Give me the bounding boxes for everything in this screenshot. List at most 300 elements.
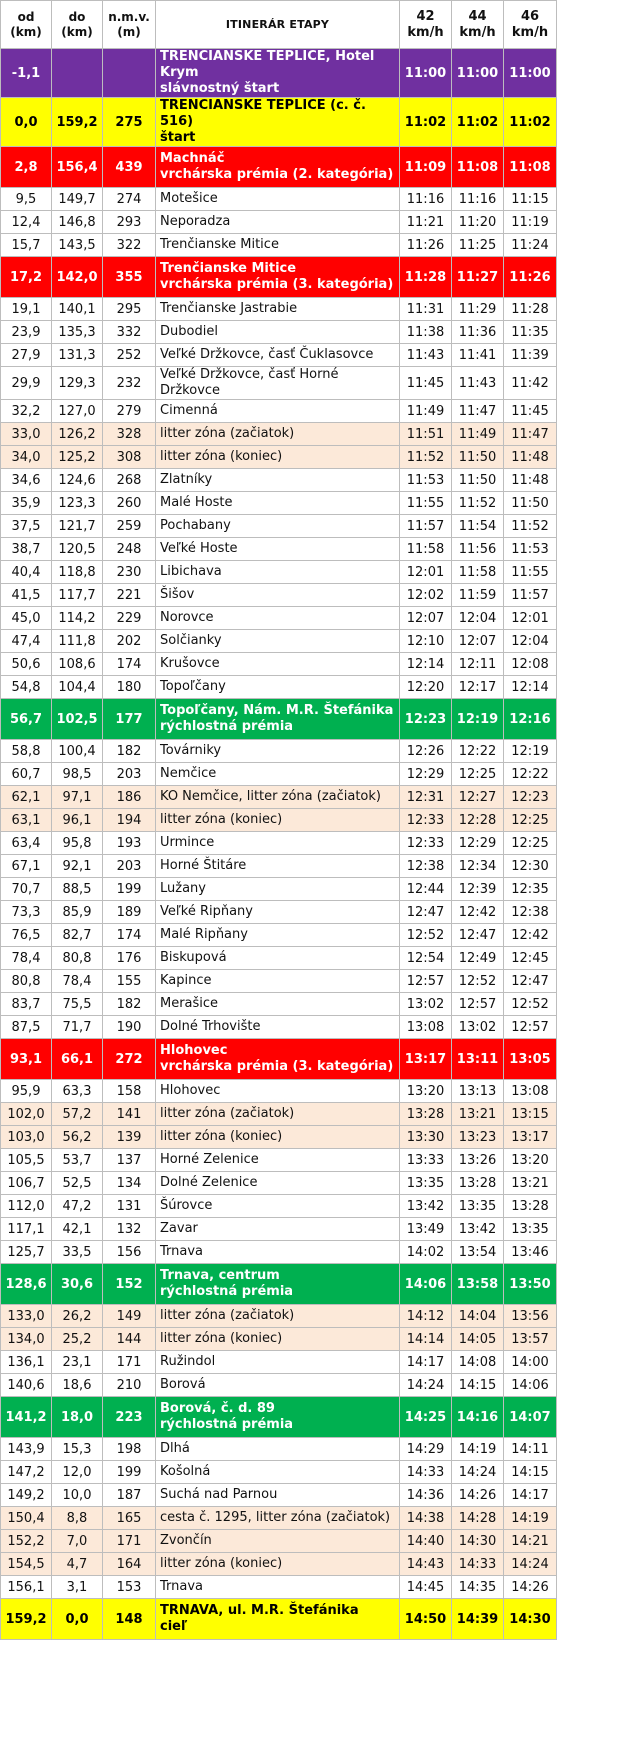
cell-time-46: 12:52: [504, 993, 557, 1016]
cell-time-42: 13:42: [400, 1195, 452, 1218]
cell-od: 9,5: [1, 188, 52, 211]
cell-do: 156,4: [52, 147, 103, 188]
cell-time-44: 12:27: [452, 786, 504, 809]
col-header-od: od (km): [1, 1, 52, 49]
table-row: [1, 367, 557, 400]
cell-time-42: 14:17: [400, 1351, 452, 1374]
table-row: [1, 1039, 557, 1080]
cell-do: 97,1: [52, 786, 103, 809]
cell-time-42: 12:47: [400, 901, 452, 924]
cell-itinerar: [156, 1172, 400, 1195]
cell-nmv: 230: [103, 561, 156, 584]
place-name: TRENČIANSKE TEPLICE, Hotel Krym: [160, 49, 375, 80]
place-name: Biskupová: [160, 950, 227, 965]
cell-od: 76,5: [1, 924, 52, 947]
cell-time-42: 13:20: [400, 1080, 452, 1103]
cell-do: 100,4: [52, 740, 103, 763]
cell-do: 92,1: [52, 855, 103, 878]
cell-itinerar: [156, 211, 400, 234]
cell-nmv: 186: [103, 786, 156, 809]
place-name: Dolné Trhovište: [160, 1019, 261, 1034]
cell-nmv: 232: [103, 367, 156, 400]
cell-nmv: 202: [103, 630, 156, 653]
cell-do: 57,2: [52, 1103, 103, 1126]
cell-time-42: 14:36: [400, 1484, 452, 1507]
table-row: [1, 786, 557, 809]
cell-time-44: 14:30: [452, 1530, 504, 1553]
cell-time-44: 11:20: [452, 211, 504, 234]
place-name: Továrniky: [160, 743, 222, 758]
table-row: [1, 763, 557, 786]
cell-itinerar: [156, 561, 400, 584]
cell-time-42: 11:53: [400, 469, 452, 492]
cell-time-42: 11:21: [400, 211, 452, 234]
place-name: Kapince: [160, 973, 212, 988]
cell-time-42: 11:02: [400, 98, 452, 147]
cell-time-44: 13:23: [452, 1126, 504, 1149]
table-row: [1, 1484, 557, 1507]
place-note: vrchárska prémia (3. kategória): [160, 277, 394, 292]
cell-time-42: 14:33: [400, 1461, 452, 1484]
cell-time-44: 11:00: [452, 49, 504, 98]
place-name: Libichava: [160, 564, 222, 579]
cell-do: 98,5: [52, 763, 103, 786]
cell-od: 60,7: [1, 763, 52, 786]
cell-time-42: 14:40: [400, 1530, 452, 1553]
table-row: [1, 1351, 557, 1374]
place-name: Šišov: [160, 587, 195, 602]
cell-itinerar: [156, 740, 400, 763]
cell-time-44: 13:42: [452, 1218, 504, 1241]
table-row: [1, 492, 557, 515]
cell-itinerar: [156, 607, 400, 630]
cell-time-46: 12:57: [504, 1016, 557, 1039]
table-row: [1, 1103, 557, 1126]
cell-time-46: 12:04: [504, 630, 557, 653]
cell-time-42: 12:02: [400, 584, 452, 607]
place-name: Ružindol: [160, 1354, 216, 1369]
cell-do: 102,5: [52, 699, 103, 740]
place-name: Zlatníky: [160, 472, 213, 487]
cell-nmv: 132: [103, 1218, 156, 1241]
cell-nmv: 155: [103, 970, 156, 993]
cell-nmv: 198: [103, 1438, 156, 1461]
cell-itinerar: [156, 584, 400, 607]
cell-itinerar: [156, 423, 400, 446]
cell-do: 80,8: [52, 947, 103, 970]
cell-time-42: 12:31: [400, 786, 452, 809]
place-name: Košolná: [160, 1464, 211, 1479]
table-row: [1, 1172, 557, 1195]
cell-time-46: 13:08: [504, 1080, 557, 1103]
table-row: [1, 607, 557, 630]
cell-nmv: 199: [103, 1461, 156, 1484]
cell-time-46: 13:57: [504, 1328, 557, 1351]
cell-nmv: 144: [103, 1328, 156, 1351]
cell-time-44: 11:50: [452, 446, 504, 469]
cell-itinerar: [156, 1576, 400, 1599]
cell-time-46: 11:28: [504, 298, 557, 321]
cell-nmv: 187: [103, 1484, 156, 1507]
cell-od: 80,8: [1, 970, 52, 993]
cell-do: 104,4: [52, 676, 103, 699]
cell-time-44: 11:02: [452, 98, 504, 147]
cell-time-42: 14:25: [400, 1397, 452, 1438]
cell-do: [52, 49, 103, 98]
cell-od: 83,7: [1, 993, 52, 1016]
place-name: litter zóna (koniec): [160, 1129, 283, 1144]
cell-time-44: 12:47: [452, 924, 504, 947]
table-row: [1, 1264, 557, 1305]
cell-od: 37,5: [1, 515, 52, 538]
cell-time-46: 11:08: [504, 147, 557, 188]
table-row: [1, 188, 557, 211]
cell-nmv: 189: [103, 901, 156, 924]
cell-time-44: 12:34: [452, 855, 504, 878]
cell-do: 142,0: [52, 257, 103, 298]
table-row: [1, 321, 557, 344]
table-row: [1, 1328, 557, 1351]
cell-time-46: 11:35: [504, 321, 557, 344]
cell-time-44: 11:27: [452, 257, 504, 298]
cell-od: 147,2: [1, 1461, 52, 1484]
cell-itinerar: [156, 786, 400, 809]
cell-time-44: 11:36: [452, 321, 504, 344]
cell-time-44: 11:54: [452, 515, 504, 538]
cell-do: 95,8: [52, 832, 103, 855]
table-row: [1, 832, 557, 855]
cell-do: 15,3: [52, 1438, 103, 1461]
cell-do: 4,7: [52, 1553, 103, 1576]
cell-time-42: 14:45: [400, 1576, 452, 1599]
place-name: Borová: [160, 1377, 206, 1392]
cell-nmv: 259: [103, 515, 156, 538]
cell-do: 0,0: [52, 1599, 103, 1640]
cell-do: 71,7: [52, 1016, 103, 1039]
cell-itinerar: [156, 924, 400, 947]
table-row: [1, 947, 557, 970]
cell-itinerar: [156, 1461, 400, 1484]
table-row: [1, 469, 557, 492]
cell-od: 103,0: [1, 1126, 52, 1149]
cell-do: 75,5: [52, 993, 103, 1016]
cell-itinerar: [156, 538, 400, 561]
cell-time-44: 13:26: [452, 1149, 504, 1172]
cell-do: 30,6: [52, 1264, 103, 1305]
cell-nmv: 176: [103, 947, 156, 970]
cell-time-44: 12:49: [452, 947, 504, 970]
cell-time-44: 12:07: [452, 630, 504, 653]
cell-time-46: 13:21: [504, 1172, 557, 1195]
cell-itinerar: [156, 1218, 400, 1241]
cell-nmv: 182: [103, 993, 156, 1016]
cell-do: 140,1: [52, 298, 103, 321]
cell-od: 105,5: [1, 1149, 52, 1172]
cell-od: 56,7: [1, 699, 52, 740]
cell-od: 152,2: [1, 1530, 52, 1553]
cell-time-46: 14:00: [504, 1351, 557, 1374]
place-name: Dubodiel: [160, 324, 218, 339]
cell-nmv: 199: [103, 878, 156, 901]
table-row: [1, 970, 557, 993]
place-name: Pochabany: [160, 518, 231, 533]
cell-time-44: 11:25: [452, 234, 504, 257]
cell-time-46: 11:42: [504, 367, 557, 400]
cell-time-42: 11:57: [400, 515, 452, 538]
cell-time-46: 14:11: [504, 1438, 557, 1461]
table-row: [1, 538, 557, 561]
cell-time-42: 12:10: [400, 630, 452, 653]
cell-od: 93,1: [1, 1039, 52, 1080]
cell-od: 62,1: [1, 786, 52, 809]
cell-time-42: 12:54: [400, 947, 452, 970]
cell-time-44: 14:15: [452, 1374, 504, 1397]
cell-time-42: 11:52: [400, 446, 452, 469]
cell-time-42: 14:14: [400, 1328, 452, 1351]
place-name: TRENČIANSKE TEPLICE (c. č. 516): [160, 98, 366, 129]
place-name: cesta č. 1295, litter zóna (začiatok): [160, 1510, 391, 1525]
place-name: litter zóna (koniec): [160, 449, 283, 464]
cell-do: 10,0: [52, 1484, 103, 1507]
cell-nmv: 165: [103, 1507, 156, 1530]
cell-nmv: 141: [103, 1103, 156, 1126]
table-row: [1, 234, 557, 257]
header-row: [1, 1, 557, 49]
cell-do: 82,7: [52, 924, 103, 947]
cell-itinerar: [156, 1507, 400, 1530]
cell-time-46: 13:20: [504, 1149, 557, 1172]
place-name: Motešice: [160, 191, 218, 206]
cell-time-42: 12:29: [400, 763, 452, 786]
cell-nmv: 174: [103, 653, 156, 676]
cell-time-46: 13:35: [504, 1218, 557, 1241]
cell-do: 88,5: [52, 878, 103, 901]
cell-do: 47,2: [52, 1195, 103, 1218]
cell-time-46: 11:24: [504, 234, 557, 257]
cell-od: 58,8: [1, 740, 52, 763]
place-name: litter zóna (koniec): [160, 812, 283, 827]
table-row: [1, 1241, 557, 1264]
cell-nmv: 328: [103, 423, 156, 446]
cell-time-42: 13:28: [400, 1103, 452, 1126]
cell-od: 63,1: [1, 809, 52, 832]
cell-time-42: 12:23: [400, 699, 452, 740]
cell-time-44: 11:29: [452, 298, 504, 321]
cell-time-42: 12:52: [400, 924, 452, 947]
cell-itinerar: [156, 676, 400, 699]
place-name: Zavar: [160, 1221, 198, 1236]
cell-od: 149,2: [1, 1484, 52, 1507]
cell-time-44: 11:41: [452, 344, 504, 367]
cell-time-44: 12:39: [452, 878, 504, 901]
cell-od: 73,3: [1, 901, 52, 924]
cell-time-46: 14:19: [504, 1507, 557, 1530]
place-name: Borová, č. d. 89: [160, 1401, 275, 1416]
cell-od: 140,6: [1, 1374, 52, 1397]
cell-itinerar: [156, 147, 400, 188]
cell-time-44: 12:22: [452, 740, 504, 763]
cell-od: 95,9: [1, 1080, 52, 1103]
table-row: [1, 1553, 557, 1576]
cell-time-42: 11:38: [400, 321, 452, 344]
cell-od: 40,4: [1, 561, 52, 584]
cell-time-44: 14:04: [452, 1305, 504, 1328]
cell-time-42: 11:09: [400, 147, 452, 188]
cell-nmv: 180: [103, 676, 156, 699]
cell-time-42: 13:49: [400, 1218, 452, 1241]
cell-od: 67,1: [1, 855, 52, 878]
cell-time-42: 14:06: [400, 1264, 452, 1305]
cell-itinerar: [156, 515, 400, 538]
table-row: [1, 1374, 557, 1397]
cell-time-46: 11:55: [504, 561, 557, 584]
cell-od: 32,2: [1, 400, 52, 423]
cell-time-46: 14:26: [504, 1576, 557, 1599]
table-row: [1, 699, 557, 740]
cell-time-42: 13:17: [400, 1039, 452, 1080]
cell-time-46: 11:26: [504, 257, 557, 298]
cell-time-42: 11:43: [400, 344, 452, 367]
cell-itinerar: [156, 699, 400, 740]
cell-nmv: 149: [103, 1305, 156, 1328]
cell-itinerar: [156, 1241, 400, 1264]
cell-time-46: 11:52: [504, 515, 557, 538]
cell-time-42: 14:02: [400, 1241, 452, 1264]
cell-time-44: 13:58: [452, 1264, 504, 1305]
cell-time-46: 11:02: [504, 98, 557, 147]
cell-nmv: 177: [103, 699, 156, 740]
cell-time-44: 11:56: [452, 538, 504, 561]
cell-nmv: 158: [103, 1080, 156, 1103]
cell-time-44: 11:43: [452, 367, 504, 400]
cell-nmv: 308: [103, 446, 156, 469]
col-header-46: 46 km/h: [504, 1, 557, 49]
cell-itinerar: [156, 832, 400, 855]
table-row: [1, 1016, 557, 1039]
cell-nmv: 137: [103, 1149, 156, 1172]
table-row: [1, 924, 557, 947]
cell-nmv: 268: [103, 469, 156, 492]
table-row: [1, 1576, 557, 1599]
cell-time-42: 13:08: [400, 1016, 452, 1039]
cell-od: 154,5: [1, 1553, 52, 1576]
cell-time-44: 11:59: [452, 584, 504, 607]
cell-itinerar: [156, 367, 400, 400]
cell-nmv: 274: [103, 188, 156, 211]
cell-od: 102,0: [1, 1103, 52, 1126]
cell-itinerar: [156, 98, 400, 147]
cell-nmv: 182: [103, 740, 156, 763]
cell-itinerar: [156, 188, 400, 211]
cell-itinerar: [156, 1351, 400, 1374]
cell-od: 54,8: [1, 676, 52, 699]
cell-time-42: 12:33: [400, 809, 452, 832]
cell-itinerar: [156, 1039, 400, 1080]
cell-nmv: 279: [103, 400, 156, 423]
cell-itinerar: [156, 1080, 400, 1103]
cell-time-42: 12:20: [400, 676, 452, 699]
cell-do: 25,2: [52, 1328, 103, 1351]
cell-itinerar: [156, 1103, 400, 1126]
cell-itinerar: [156, 878, 400, 901]
cell-itinerar: [156, 901, 400, 924]
cell-do: 85,9: [52, 901, 103, 924]
cell-time-42: 11:31: [400, 298, 452, 321]
cell-itinerar: [156, 993, 400, 1016]
cell-nmv: [103, 49, 156, 98]
cell-nmv: 223: [103, 1397, 156, 1438]
cell-time-42: 12:57: [400, 970, 452, 993]
cell-od: 34,0: [1, 446, 52, 469]
cell-time-44: 13:13: [452, 1080, 504, 1103]
cell-do: 96,1: [52, 809, 103, 832]
cell-nmv: 153: [103, 1576, 156, 1599]
cell-itinerar: [156, 1126, 400, 1149]
cell-do: 127,0: [52, 400, 103, 423]
cell-do: 66,1: [52, 1039, 103, 1080]
cell-time-42: 14:29: [400, 1438, 452, 1461]
cell-od: 15,7: [1, 234, 52, 257]
cell-nmv: 156: [103, 1241, 156, 1264]
cell-itinerar: [156, 1484, 400, 1507]
cell-do: 52,5: [52, 1172, 103, 1195]
cell-do: 129,3: [52, 367, 103, 400]
cell-time-42: 11:49: [400, 400, 452, 423]
place-name: KO Nemčice, litter zóna (začiatok): [160, 789, 381, 804]
cell-time-46: 11:47: [504, 423, 557, 446]
cell-nmv: 210: [103, 1374, 156, 1397]
cell-time-46: 12:22: [504, 763, 557, 786]
table-row: [1, 901, 557, 924]
cell-itinerar: [156, 1530, 400, 1553]
place-name: Trnava, centrum: [160, 1268, 280, 1283]
cell-time-46: 13:05: [504, 1039, 557, 1080]
table-row: [1, 211, 557, 234]
place-name: Dlhá: [160, 1441, 190, 1456]
cell-time-46: 11:00: [504, 49, 557, 98]
cell-time-42: 12:33: [400, 832, 452, 855]
cell-nmv: 293: [103, 211, 156, 234]
place-name: Veľké Držkovce, časť Horné Držkovce: [160, 367, 339, 398]
cell-nmv: 322: [103, 234, 156, 257]
cell-itinerar: [156, 1438, 400, 1461]
place-note: vrchárska prémia (3. kategória): [160, 1059, 394, 1074]
cell-od: 134,0: [1, 1328, 52, 1351]
cell-time-46: 13:46: [504, 1241, 557, 1264]
cell-od: 143,9: [1, 1438, 52, 1461]
cell-time-44: 13:21: [452, 1103, 504, 1126]
cell-do: 18,6: [52, 1374, 103, 1397]
cell-time-44: 14:33: [452, 1553, 504, 1576]
cell-do: 56,2: [52, 1126, 103, 1149]
cell-od: 35,9: [1, 492, 52, 515]
col-header-itinerar: ITINERÁR ETAPY: [156, 1, 400, 49]
cell-od: 50,6: [1, 653, 52, 676]
cell-itinerar: [156, 257, 400, 298]
cell-nmv: 190: [103, 1016, 156, 1039]
cell-time-42: 11:00: [400, 49, 452, 98]
cell-do: 123,3: [52, 492, 103, 515]
cell-do: 78,4: [52, 970, 103, 993]
cell-od: 150,4: [1, 1507, 52, 1530]
place-name: Solčianky: [160, 633, 222, 648]
cell-do: 53,7: [52, 1149, 103, 1172]
cell-od: 29,9: [1, 367, 52, 400]
cell-nmv: 171: [103, 1351, 156, 1374]
cell-od: 133,0: [1, 1305, 52, 1328]
cell-time-44: 12:25: [452, 763, 504, 786]
cell-itinerar: [156, 1016, 400, 1039]
